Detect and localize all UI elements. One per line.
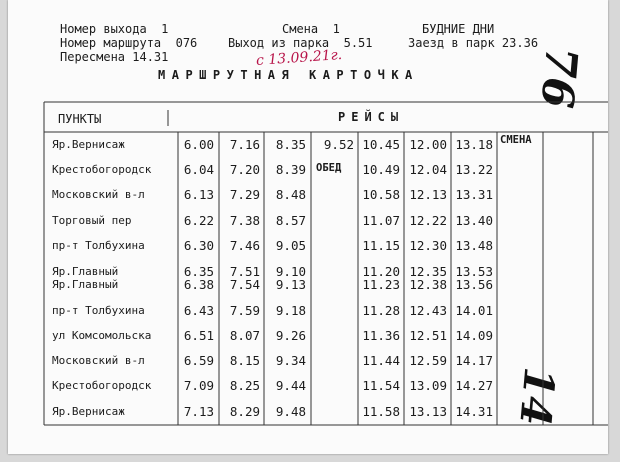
time-cell: 13.53	[455, 264, 493, 279]
time-cell: 6.51	[183, 328, 214, 343]
time-cell: 11.44	[362, 353, 400, 368]
time-cell: 14.09	[455, 328, 493, 343]
time-cell: 9.26	[275, 328, 306, 343]
stop-name: Яр.Вернисаж	[52, 405, 125, 418]
time-cell: 12.13	[409, 187, 447, 202]
time-cell: 7.38	[229, 213, 260, 228]
time-cell: 14.31	[455, 404, 493, 419]
card-title: МАРШРУТНАЯ КАРТОЧКА	[158, 68, 419, 82]
time-cell: 6.35	[183, 264, 214, 279]
stop-name: Крестобогородск	[52, 379, 152, 392]
break-time: Пересмена 14.31	[60, 50, 169, 64]
time-cell: 12.59	[409, 353, 447, 368]
time-cell: 14.27	[455, 378, 493, 393]
column-header-trips: РЕЙСЫ	[338, 110, 405, 124]
time-cell: 6.00	[183, 137, 214, 152]
time-cell: 11.20	[362, 264, 400, 279]
time-cell: 11.23	[362, 277, 400, 292]
time-cell: 11.07	[362, 213, 400, 228]
stop-name: Яр.Главный	[52, 278, 119, 291]
time-cell: 12.00	[409, 137, 447, 152]
time-cell: 6.30	[183, 238, 214, 253]
time-cell: 12.43	[409, 303, 447, 318]
time-cell: 9.18	[275, 303, 306, 318]
time-cell: 13.48	[455, 238, 493, 253]
time-cell: 13.09	[409, 378, 447, 393]
route-number: Номер маршрута 076	[60, 36, 198, 50]
time-cell: 12.30	[409, 238, 447, 253]
time-cell: 9.44	[275, 378, 306, 393]
time-cell: 13.56	[455, 277, 493, 292]
time-cell: 6.38	[183, 277, 214, 292]
time-cell: 12.38	[409, 277, 447, 292]
time-cell: 7.51	[229, 264, 260, 279]
handwritten-date: с 13.09.21г.	[255, 47, 343, 69]
time-cell: 12.04	[409, 162, 447, 177]
time-cell: 11.54	[362, 378, 400, 393]
time-cell: 6.59	[183, 353, 214, 368]
exit-number: Номер выхода 1	[60, 22, 169, 36]
time-cell: 7.16	[229, 137, 260, 152]
time-cell: 11.28	[362, 303, 400, 318]
stop-name: Яр.Вернисаж	[52, 138, 125, 151]
time-cell: 7.09	[183, 378, 214, 393]
time-cell: 7.46	[229, 238, 260, 253]
time-cell: 9.52	[323, 137, 354, 152]
time-cell: 10.49	[362, 162, 400, 177]
time-cell: 13.31	[455, 187, 493, 202]
depot-exit: Выход из парка 5.51	[228, 36, 373, 50]
time-cell: 6.13	[183, 187, 214, 202]
stop-name: пр-т Толбухина	[52, 239, 145, 252]
stop-name: Московский в-л	[52, 354, 145, 367]
time-cell: 8.57	[275, 213, 306, 228]
shift: Смена 1	[282, 22, 340, 36]
time-cell: 9.34	[275, 353, 306, 368]
time-cell: 6.04	[183, 162, 214, 177]
route-card	[8, 0, 608, 454]
time-cell: 13.13	[409, 404, 447, 419]
time-cell: 8.35	[275, 137, 306, 152]
time-cell: 7.59	[229, 303, 260, 318]
stop-name: ул Комсомольска	[52, 329, 152, 342]
days-label: БУДНИЕ ДНИ	[422, 22, 495, 36]
time-cell: 13.22	[455, 162, 493, 177]
column-header-points: ПУНКТЫ	[58, 112, 102, 126]
time-cell: 8.07	[229, 328, 260, 343]
time-cell: 8.15	[229, 353, 260, 368]
time-cell: 6.22	[183, 213, 214, 228]
stop-name: Крестобогородск	[52, 163, 152, 176]
stop-name: Торговый пер	[52, 214, 132, 227]
time-cell: 10.45	[362, 137, 400, 152]
handwritten-number-bottom: 14	[510, 365, 565, 428]
lunch-note: ОБЕД	[316, 162, 342, 174]
time-cell: 7.20	[229, 162, 260, 177]
time-cell: 8.48	[275, 187, 306, 202]
time-cell: 8.29	[229, 404, 260, 419]
shift-change-note: СМЕНА	[500, 134, 532, 146]
time-cell: 9.13	[275, 277, 306, 292]
time-cell: 6.43	[183, 303, 214, 318]
time-cell: 7.29	[229, 187, 260, 202]
time-cell: 10.58	[362, 187, 400, 202]
time-cell: 9.48	[275, 404, 306, 419]
stop-name: пр-т Толбухина	[52, 304, 145, 317]
time-cell: 8.25	[229, 378, 260, 393]
time-cell: 11.15	[362, 238, 400, 253]
time-cell: 13.40	[455, 213, 493, 228]
time-cell: 9.05	[275, 238, 306, 253]
time-cell: 11.36	[362, 328, 400, 343]
stop-name: Московский в-л	[52, 188, 145, 201]
time-cell: 14.17	[455, 353, 493, 368]
time-cell: 9.10	[275, 264, 306, 279]
time-cell: 7.54	[229, 277, 260, 292]
time-cell: 13.18	[455, 137, 493, 152]
time-cell: 7.13	[183, 404, 214, 419]
time-cell: 12.22	[409, 213, 447, 228]
stop-name: Яр.Главный	[52, 265, 119, 278]
time-cell: 12.35	[409, 264, 447, 279]
time-cell: 14.01	[455, 303, 493, 318]
time-cell: 8.39	[275, 162, 306, 177]
time-cell: 11.58	[362, 404, 400, 419]
depot-return: Заезд в парк 23.36	[408, 36, 539, 50]
time-cell: 12.51	[409, 328, 447, 343]
handwritten-number-top: 76	[530, 44, 587, 111]
